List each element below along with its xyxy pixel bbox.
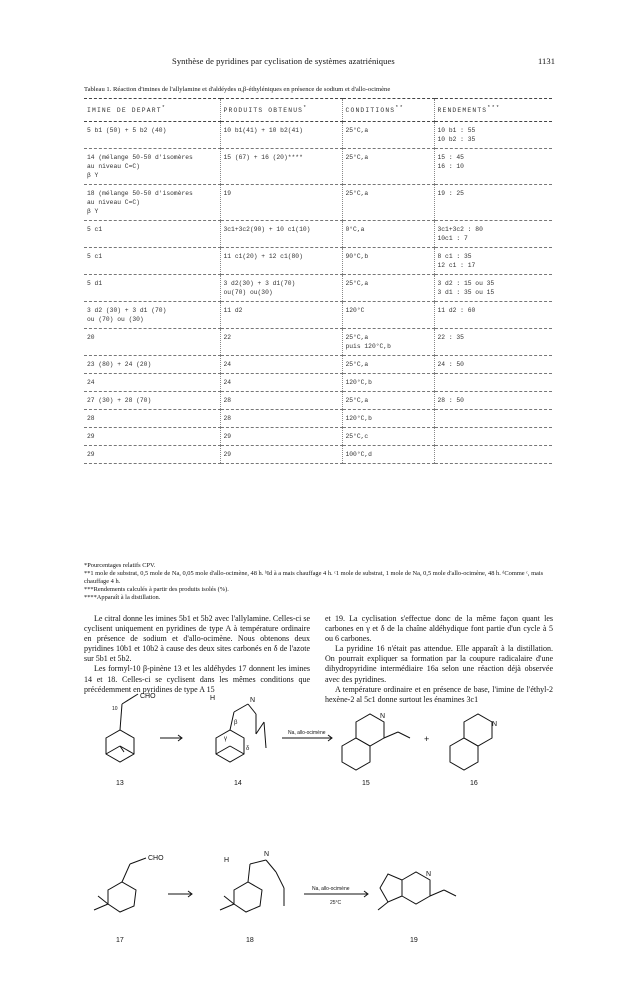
table-row (84, 149, 552, 185)
cell-imine (84, 392, 220, 410)
cell-produits (220, 122, 342, 149)
paragraph: A température ordinaire et en présence de base, l'imine de l'éthyl-2 hexène-2 al 5c1 donne surtout les énamines 3c1 (325, 684, 553, 704)
cell-line: 0°C,a (345, 226, 365, 233)
page-number: 1131 (538, 56, 556, 66)
cell-line: ou (70) ou (30) (87, 316, 144, 323)
cell-line: 10c1 : 7 (437, 235, 468, 242)
table-row (84, 374, 552, 392)
cell-imine (84, 356, 220, 374)
cell-line: 23 (80) + 24 (20) (87, 361, 152, 368)
cell-line: β Y (87, 172, 99, 179)
cell-line: 3 d2(30) + 3 d1(70) (223, 280, 296, 287)
table-caption: Tableau 1. Réaction d'imines de l'allylamine et d'aldéydes α,β-éthyléniques en présence de sodium et d'allo-ocimène (84, 86, 391, 93)
cell-conditions (342, 248, 434, 275)
cell-rendements (434, 185, 552, 221)
cell-line: 10 b2 : 35 (437, 136, 476, 143)
label-15: 15 (362, 780, 370, 787)
beta-label: β (234, 720, 238, 726)
col-header-conditions: CONDITIONS** (342, 99, 434, 122)
cell-rendements (434, 374, 552, 392)
paragraph: et 19. La cyclisation s'effectue donc de la même façon quant les carbones en γ et δ de la chaîne aldéhydique font partie d'un cycle à 5 ou 6 carbones. (325, 614, 553, 644)
table-row (84, 329, 552, 356)
cell-line: 120°C,b (345, 415, 372, 422)
cell-conditions (342, 302, 434, 329)
cell-rendements (434, 248, 552, 275)
label-17: 17 (116, 937, 124, 944)
cell-line: 120°C (345, 307, 365, 314)
running-title: Synthèse de pyridines par cyclisation de systèmes azatriéniques (172, 56, 395, 66)
cell-line: 25°C,a (345, 154, 369, 161)
label-18: 18 (246, 937, 254, 944)
cell-line: 100°C,d (345, 451, 372, 458)
cell-line: 25°C,a (345, 397, 369, 404)
paragraph: Les formyl-10 β-pinène 13 et les aldéhydes 17 donnent les imines 14 et 18. Celles-ci se cyclisent dans les mêmes conditions que précédemment en pyridines de type A 15 (84, 664, 310, 694)
structure-17 (94, 855, 164, 944)
table-row (84, 122, 552, 149)
table-header-row (84, 99, 552, 122)
cell-conditions (342, 185, 434, 221)
table-row (84, 410, 552, 428)
cell-imine (84, 410, 220, 428)
cell-line: 28 (87, 415, 95, 422)
cell-produits (220, 329, 342, 356)
cell-line: 5 d1 (87, 280, 103, 287)
label-14: 14 (234, 780, 242, 787)
gamma-label: γ (224, 736, 227, 742)
cell-rendements (434, 302, 552, 329)
results-table (84, 98, 552, 464)
col-header-imine: IMINE DE DEPART* (84, 99, 220, 122)
cell-produits (220, 392, 342, 410)
table-row (84, 428, 552, 446)
footnote-4: ****Apparaît à la distillation. (84, 594, 161, 601)
cell-line: 3c1+3c2(90) + 10 c1(10) (223, 226, 311, 233)
n-label: N (380, 713, 386, 720)
reaction-scheme (84, 690, 544, 990)
table-row (84, 392, 552, 410)
cell-line: 25°C,c (345, 433, 369, 440)
table-row (84, 302, 552, 329)
cell-imine (84, 275, 220, 302)
cell-produits (220, 428, 342, 446)
cell-line: 19 (223, 190, 232, 197)
cell-conditions (342, 122, 434, 149)
structure-15 (342, 713, 410, 787)
n-label: N (492, 721, 498, 728)
cell-rendements (434, 329, 552, 356)
cell-conditions (342, 410, 434, 428)
cell-imine (84, 248, 220, 275)
cell-line: 5 c1 (87, 253, 103, 260)
cell-produits (220, 446, 342, 464)
table-row (84, 221, 552, 248)
cell-line: 120°C,b (345, 379, 372, 386)
cell-line: 29 (223, 451, 232, 458)
cell-line: 15 (67) + 16 (20)**** (223, 154, 303, 161)
cell-line: 24 (87, 379, 95, 386)
cell-conditions (342, 356, 434, 374)
cell-line: 22 : 35 (437, 334, 464, 341)
arrow-label-bottom-sub: 25°C (330, 900, 342, 906)
cell-line: 5 c1 (87, 226, 103, 233)
cell-conditions (342, 149, 434, 185)
cell-line: 20 (87, 334, 95, 341)
cell-produits (220, 410, 342, 428)
table-row (84, 356, 552, 374)
cell-line: 28 (223, 397, 232, 404)
cell-line: 18 (mélange 50-50 d'isomères (87, 190, 193, 197)
cell-rendements (434, 410, 552, 428)
cell-rendements (434, 221, 552, 248)
label-19: 19 (410, 937, 418, 944)
col-header-produits: PRODUITS OBTENUS* (220, 99, 342, 122)
cell-line: puis 120°C,b (345, 343, 391, 350)
cell-conditions (342, 329, 434, 356)
arrow-label-bottom: Na, allo-ocimène (312, 886, 350, 892)
cell-line: 25°C,a (345, 190, 369, 197)
cell-imine (84, 374, 220, 392)
cell-conditions (342, 428, 434, 446)
cell-line: 22 (223, 334, 232, 341)
cell-produits (220, 356, 342, 374)
cell-line: 28 : 50 (437, 397, 464, 404)
cell-line: 3c1+3c2 : 80 (437, 226, 483, 233)
cell-rendements (434, 392, 552, 410)
structure-13 (106, 693, 156, 787)
cell-conditions (342, 221, 434, 248)
n-label: N (250, 697, 256, 704)
table-row (84, 275, 552, 302)
cell-rendements (434, 446, 552, 464)
label-13: 13 (116, 780, 124, 787)
cell-imine (84, 122, 220, 149)
plus-sign: + (424, 734, 430, 744)
cell-line: 8 c1 : 35 (437, 253, 472, 260)
cell-imine (84, 428, 220, 446)
cell-produits (220, 185, 342, 221)
cell-rendements (434, 356, 552, 374)
cell-rendements (434, 149, 552, 185)
cell-line: 25°C,a (345, 361, 369, 368)
cell-rendements (434, 428, 552, 446)
h-label: H (210, 695, 216, 702)
cell-imine (84, 446, 220, 464)
table-row (84, 248, 552, 275)
footnote-2: **1 mole de substrat, 0,5 mole de Na, 0,05 mole d'allo-ocimène, 48 h. ᵇId à a mais chauffage 4 h. ᶜ1 mole de substrat, 1 mole de Na, 0,5 mole d'allo-ocimène, 48 h. ᵈComme ᶜ, mais chauffage 4 h. (84, 570, 544, 585)
cell-line: 19 : 25 (437, 190, 464, 197)
cell-line: 10 b1(41) + 10 b2(41) (223, 127, 303, 134)
cell-line: 25°C,a (345, 127, 369, 134)
cell-conditions (342, 392, 434, 410)
cell-line: 3 d2 : 15 ou 35 (437, 280, 495, 287)
cell-line: 11 c1(20) + 12 c1(80) (223, 253, 303, 260)
structure-18 (220, 851, 284, 944)
cell-imine (84, 185, 220, 221)
cell-produits (220, 302, 342, 329)
cell-line: 24 : 50 (437, 361, 464, 368)
cell-produits (220, 374, 342, 392)
cell-line: 10 b1 : 55 (437, 127, 476, 134)
cell-conditions (342, 374, 434, 392)
cell-rendements (434, 275, 552, 302)
cell-line: 5 b1 (50) + 5 b2 (40) (87, 127, 167, 134)
cell-line: 11 d2 (223, 307, 243, 314)
delta-label: δ (246, 746, 250, 752)
cell-imine (84, 302, 220, 329)
cell-line: 15 : 45 (437, 154, 464, 161)
cell-line: 90°C,b (345, 253, 369, 260)
structure-14 (210, 695, 266, 787)
cell-line: au niveau C=C) (87, 199, 140, 206)
cell-line: 29 (87, 433, 95, 440)
cell-line: β Y (87, 208, 99, 215)
cell-line: au niveau C=C) (87, 163, 140, 170)
cell-produits (220, 221, 342, 248)
cell-line: 28 (223, 415, 232, 422)
col-header-rendements: RENDEMENTS*** (434, 99, 552, 122)
cell-line: 27 (30) + 28 (70) (87, 397, 152, 404)
cell-line: 11 d2 : 60 (437, 307, 476, 314)
table-row (84, 185, 552, 221)
cell-line: 3 d2 (30) + 3 d1 (70) (87, 307, 167, 314)
locant-10: 10 (112, 706, 118, 712)
cell-line: 12 c1 : 17 (437, 262, 476, 269)
cell-line: ou(70) ou(30) (223, 289, 273, 296)
structure-16 (450, 714, 497, 787)
paragraph: La pyridine 16 n'était pas attendue. Elle apparaît à la distillation. On pourrait expliquer sa formation par la coupure radicalaire d'une dihydropyridine intermédiaire 16a selon une réaction déjà observée avec des pyridines. (325, 644, 553, 684)
cell-line: 24 (223, 379, 232, 386)
cell-line: 16 : 10 (437, 163, 464, 170)
cell-line: 14 (mélange 50-50 d'isomères (87, 154, 193, 161)
cell-produits (220, 149, 342, 185)
cho-label: CHO (148, 855, 164, 862)
cho-label: CHO (140, 693, 156, 700)
cell-line: 29 (87, 451, 95, 458)
cell-conditions (342, 275, 434, 302)
h-label: H (224, 857, 230, 864)
cell-imine (84, 149, 220, 185)
cell-conditions (342, 446, 434, 464)
cell-produits (220, 275, 342, 302)
cell-line: 3 d1 : 35 ou 15 (437, 289, 495, 296)
cell-imine (84, 221, 220, 248)
cell-line: 25°C,a (345, 334, 369, 341)
cell-line: 25°C,a (345, 280, 369, 287)
table-row (84, 446, 552, 464)
cell-rendements (434, 122, 552, 149)
structure-19 (378, 871, 456, 944)
footnote-1: *Pourcentages relatifs CPV. (84, 562, 156, 569)
label-16: 16 (470, 780, 478, 787)
body-left-column (84, 614, 310, 695)
cell-produits (220, 248, 342, 275)
cell-line: 29 (223, 433, 232, 440)
paragraph: Le citral donne les imines 5b1 et 5b2 avec l'allylamine. Celles-ci se cyclisent uniquement en pyridines de type A à température ordinaire en présence de sodium et d'allo-ocimène. Nous obtenons deux pyridines 10b1 et 10b2 à cause des deux sites carbonés en δ de l'azote sur 5b1 et 5b2. (84, 614, 310, 664)
cell-imine (84, 329, 220, 356)
cell-line: 24 (223, 361, 232, 368)
arrow-label-top: Na, allo-ocimène (288, 730, 326, 736)
n-label: N (426, 871, 432, 878)
n-label: N (264, 851, 270, 858)
footnote-3: ***Rendements calculés à partir des produits isolés (%). (84, 586, 229, 593)
